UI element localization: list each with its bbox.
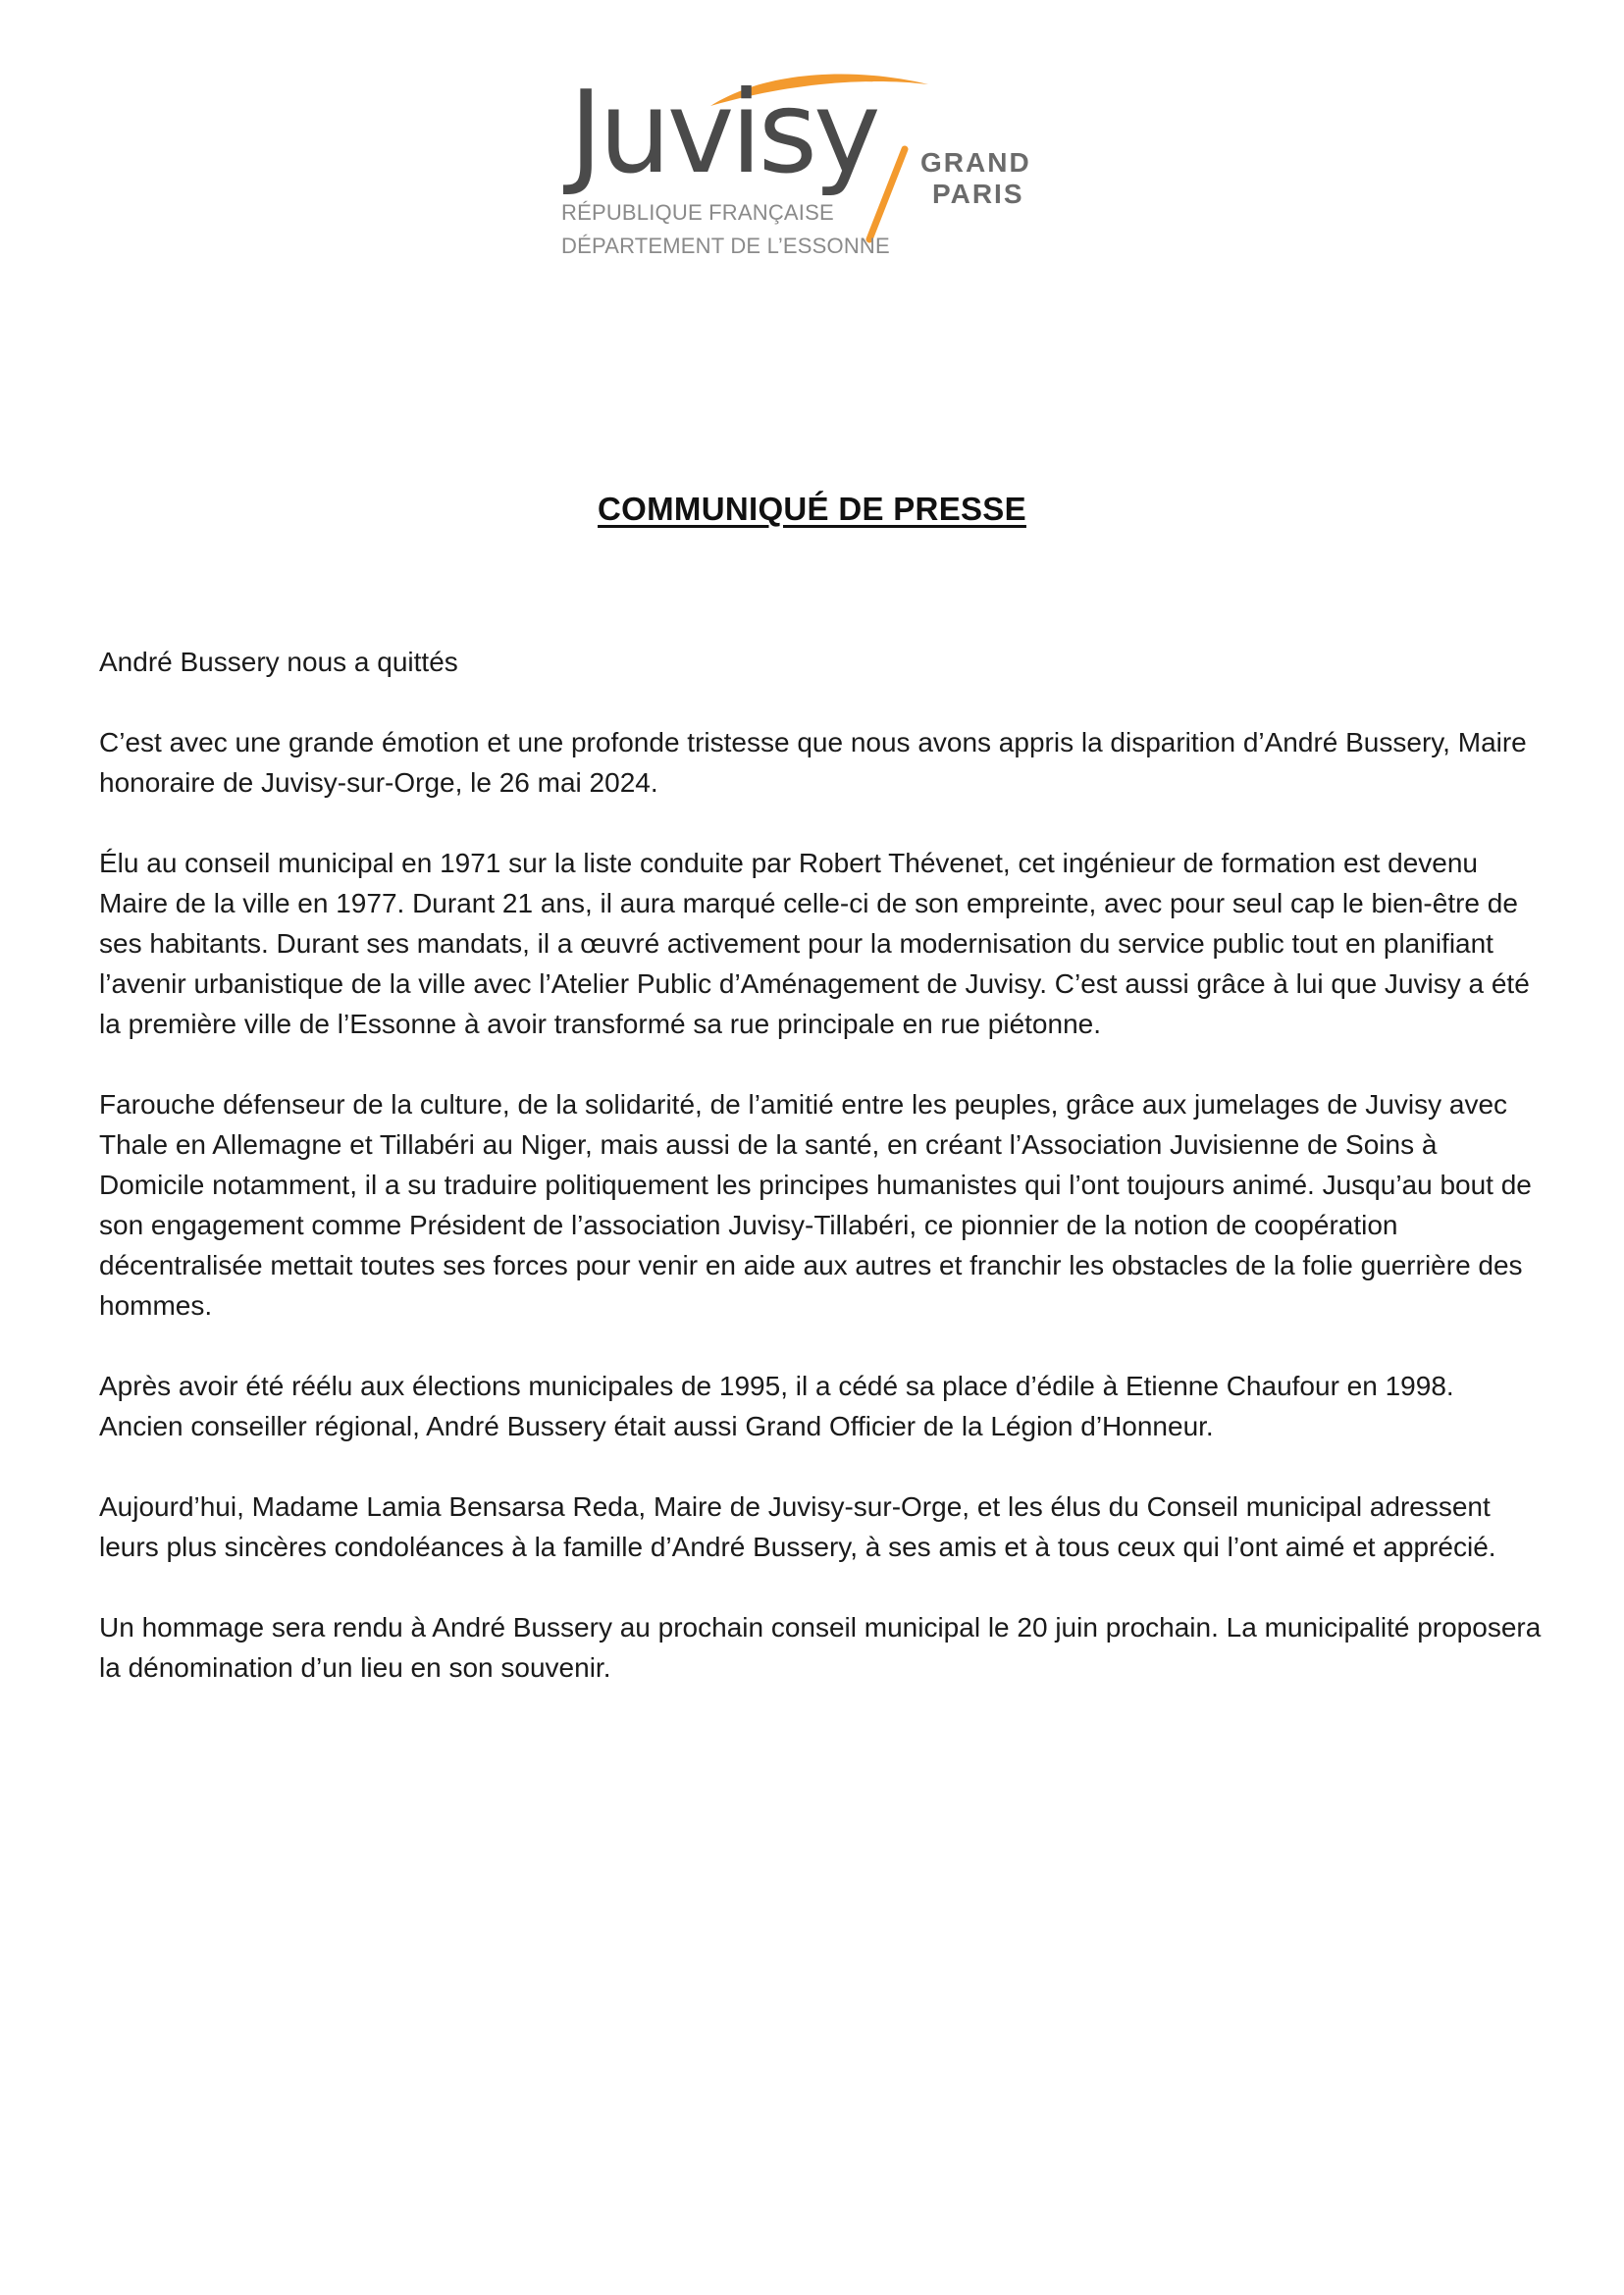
- paragraph: Élu au conseil municipal en 1971 sur la liste conduite par Robert Thévenet, cet ingénieur de formation est devenu Maire de la ville en 1977. Durant 21 ans, il aura marqué celle-ci de son empreinte, avec pour seul cap le bien-être de ses habitants. Durant ses mandats, il a œuvré activement pour la modernisation du service public tout en planifiant l’avenir urbanistique de la ville avec l’Atelier Public d’Aménagement de Juvisy. C’est aussi grâce à lui que Juvisy a été la première ville de l’Essonne à avoir transformé sa rue principale en rue piétonne.: [99, 848, 1530, 1039]
- logo-departement: DÉPARTEMENT DE L’ESSONNE: [561, 234, 890, 258]
- paragraph: Un hommage sera rendu à André Bussery au prochain conseil municipal le 20 juin prochain. La municipalité proposera la dénomination d’un lieu en son souvenir.: [99, 1612, 1542, 1683]
- logo-grand-paris: [920, 147, 1031, 210]
- logo-grand: GRAND: [920, 147, 1031, 178]
- logo-republique: RÉPUBLIQUE FRANÇAISE: [561, 200, 834, 225]
- logo-wordmark: Juvisy: [569, 67, 877, 199]
- juvisy-logo: [550, 59, 1060, 275]
- paragraph: Aujourd’hui, Madame Lamia Bensarsa Reda, Maire de Juvisy-sur-Orge, et les élus du Conseil municipal adressent leurs plus sincères condoléances à la famille d’André Bussery, à ses amis et à tous ceux qui l’ont aimé et apprécié.: [99, 1491, 1496, 1562]
- paragraph: Après avoir été réélu aux élections municipales de 1995, il a cédé sa place d’édile à Etienne Chaufour en 1998. Ancien conseiller régional, André Bussery était aussi Grand Officier de la Légion d’Honneur.: [99, 1371, 1454, 1441]
- logo-subtitle: [561, 196, 890, 263]
- logo-paris: PARIS: [932, 179, 1024, 209]
- document-body: [99, 642, 1542, 1728]
- paragraph: Farouche défenseur de la culture, de la solidarité, de l’amitié entre les peuples, grâce aux jumelages de Juvisy avec Thale en Allemagne et Tillabéri au Niger, mais aussi de la santé, en créant l’Association Juvisienne de Soins à Domicile notamment, il a su traduire politiquement les principes humanistes qui l’ont toujours animé. Jusqu’au bout de son engagement comme Président de l’association Juvisy-Tillabéri, ce pionnier de la notion de coopération décentralisée mettait toutes ses forces pour venir en aide aux autres et franchir les obstacles de la folie guerrière des hommes.: [99, 1089, 1532, 1321]
- paragraph: C’est avec une grande émotion et une profonde tristesse que nous avons appris la disparition d’André Bussery, Maire honoraire de Juvisy-sur-Orge, le 26 mai 2024.: [99, 727, 1527, 798]
- paragraph-heading: André Bussery nous a quittés: [99, 647, 458, 677]
- document-title: COMMUNIQUÉ DE PRESSE: [598, 491, 1026, 527]
